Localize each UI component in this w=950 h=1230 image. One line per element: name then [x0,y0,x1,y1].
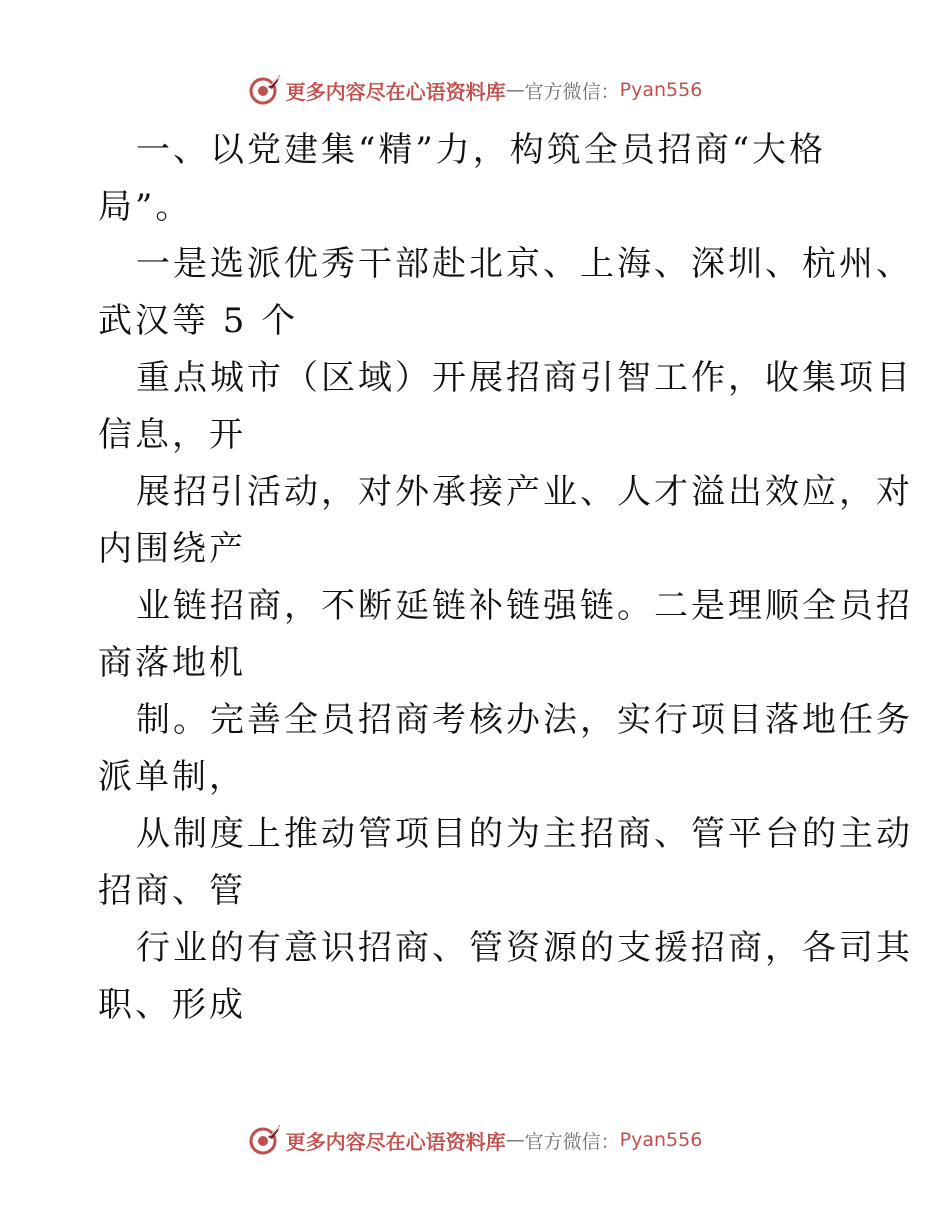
paragraph-wrap-line: 派单制， [98,757,246,797]
paragraph-wrap-line: 招商、管 [98,871,246,911]
header-watermark [0,72,950,108]
paragraph [98,578,913,692]
paragraph [98,806,913,920]
watermark-wechat-label: 官方微信： [524,80,620,103]
quill-seal-icon [248,73,282,107]
watermark-site-text: 更多内容尽在心语资料库 [285,1129,506,1154]
paragraph-first-line: 一、以党建集“精”力，构筑全员招商“大格 [136,130,827,170]
paragraph-first-line: 一是选派优秀干部赴北京、上海、深圳、杭州、 [136,244,913,284]
paragraph-wrap-line: 商落地机 [98,643,246,683]
paragraph-first-line: 业链招商，不断延链补链强链。二是理顺全员招 [136,586,913,626]
paragraph-wrap-line: 信息，开 [98,415,246,455]
watermark-separator: — [505,1129,525,1151]
paragraph [98,350,913,464]
footer-watermark [0,1122,950,1158]
paragraph [98,920,913,1034]
paragraph-first-line: 从制度上推动管项目的为主招商、管平台的主动 [136,814,913,854]
watermark-wechat-id: Pyan556 [619,79,703,101]
paragraph-first-line: 制。完善全员招商考核办法，实行项目落地任务 [136,700,913,740]
watermark-site-text: 更多内容尽在心语资料库 [285,79,506,104]
paragraph [98,692,913,806]
paragraph-wrap-line: 内围绕产 [98,529,246,569]
paragraph-wrap-line: 职、形成 [98,985,246,1025]
paragraph [98,464,913,578]
paragraph-wrap-line: 局”。 [98,187,193,227]
paragraph-first-line: 行业的有意识招商、管资源的支援招商，各司其 [136,928,913,968]
paragraph [98,122,858,236]
paragraph-first-line: 重点城市（区域）开展招商引智工作，收集项目 [136,358,913,398]
quill-seal-icon [248,1123,282,1157]
watermark-separator: — [505,79,525,101]
paragraph [98,236,913,350]
watermark-wechat-label: 官方微信： [524,1130,620,1153]
paragraph-first-line: 展招引活动，对外承接产业、人才溢出效应，对 [136,472,913,512]
watermark-wechat-id: Pyan556 [619,1129,703,1151]
paragraph-wrap-line: 武汉等 5 个 [98,301,299,341]
document-body [98,122,913,1034]
